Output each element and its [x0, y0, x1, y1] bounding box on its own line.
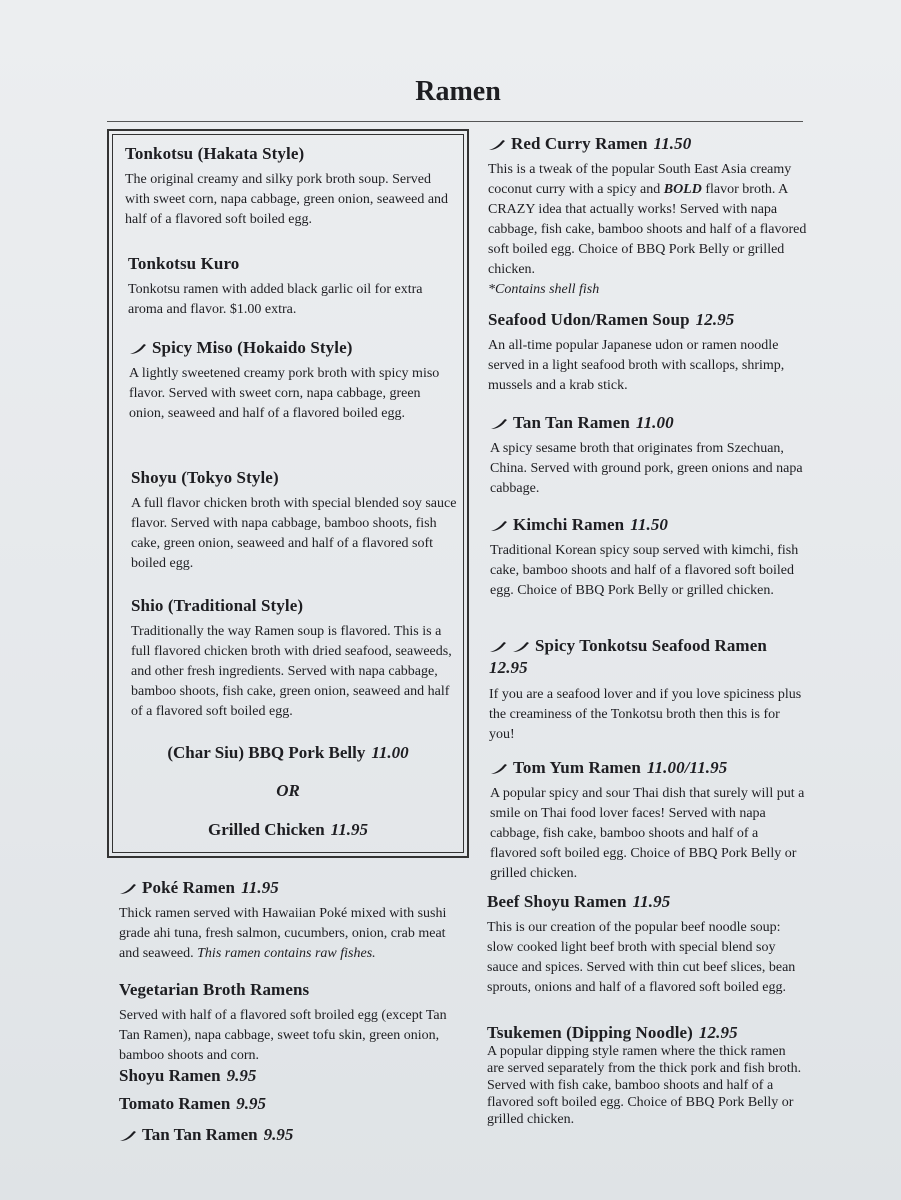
item-description: A popular spicy and sour Thai dish that surely will put a smile on Thai food lover faces! Served with napa cabbage, fish cake, bamboo shoots and half of a flavored soft boiled egg. Choice of BBQ Pork Belly or grilled chicken. — [490, 786, 805, 881]
item-name: Vegetarian Broth Ramens — [119, 980, 310, 999]
chili-pepper-icon — [490, 418, 508, 430]
item-description: A full flavor chicken broth with special blended soy sauce flavor. Served with napa cabbage, bamboo shoots, fish cake, green onion, seaweed and half of a flavored soft boiled egg. — [131, 496, 457, 571]
veg-shoyu-line — [119, 1066, 256, 1086]
menu-item-tonkotsu-kuro — [128, 254, 458, 320]
chicken-price: 11.95 — [330, 820, 368, 839]
pork-label: (Char Siu) BBQ Pork Belly — [167, 743, 366, 762]
menu-item-tsukemen — [487, 1023, 805, 1128]
item-name: Spicy Miso (Hokaido Style) — [152, 338, 353, 357]
item-name: Tsukemen (Dipping Noodle) — [487, 1023, 693, 1042]
item-description: Traditional Korean spicy soup served with kimchi, fish cake, bamboo shoots and half of a flavored soft boiled egg. Choice of BBQ Pork Belly or grilled chicken. — [490, 543, 799, 598]
item-description: Served with half of a flavored soft broiled egg (except Tan Tan Ramen), napa cabbage, sweet tofu skin, green onion, bamboo shoots and corn. — [119, 1008, 447, 1063]
item-description: Thick ramen served with Hawaiian Poké mixed with sushi grade ahi tuna, fresh salmon, cucumbers, onion, crab meat and seaweed. — [119, 906, 447, 961]
pork-price: 11.00 — [371, 743, 409, 762]
item-price: 11.00/11.95 — [646, 758, 728, 777]
chili-pepper-icon — [119, 883, 137, 895]
veg-tantan-line — [119, 1125, 293, 1145]
item-name: Spicy Tonkotsu Seafood Ramen — [535, 636, 767, 655]
chili-pepper-icon — [489, 641, 507, 653]
item-description: A lightly sweetened creamy pork broth with spicy miso flavor. Served with sweet corn, napa cabbage, green onion, seaweed and half of a flavored boiled egg. — [129, 366, 440, 421]
item-name: Tom Yum Ramen — [513, 758, 641, 777]
item-name: Red Curry Ramen — [511, 134, 648, 153]
item-name: Beef Shoyu Ramen — [487, 892, 627, 911]
item-name: Poké Ramen — [142, 878, 236, 897]
protein-chicken-line — [107, 820, 469, 840]
page-title: Ramen — [415, 76, 501, 107]
title-divider — [107, 121, 803, 122]
item-name: Tan Tan Ramen — [142, 1125, 258, 1144]
item-price: 11.95 — [632, 892, 671, 911]
item-description: An all-time popular Japanese udon or ramen noodle served in a light seafood broth with scallops, shrimp, mussels and a krab stick. — [488, 338, 785, 393]
item-name: Tonkotsu Kuro — [128, 254, 240, 273]
item-description: Tonkotsu ramen with added black garlic oil for extra aroma and flavor. $1.00 extra. — [128, 282, 423, 317]
menu-item-tom-yum — [490, 758, 808, 884]
menu-item-shio — [131, 596, 461, 722]
menu-item-poke — [119, 878, 469, 964]
item-name: Shoyu (Tokyo Style) — [131, 468, 279, 487]
item-price: 11.00 — [635, 413, 674, 432]
chili-pepper-icon — [490, 520, 508, 532]
menu-item-seafood-udon — [488, 310, 808, 396]
veg-tomato-line — [119, 1094, 266, 1114]
item-note: This ramen contains raw fishes. — [197, 946, 376, 961]
item-name: Tomato Ramen — [119, 1094, 231, 1113]
menu-item-spicy-tonkotsu-seafood — [489, 635, 807, 745]
item-description: This is our creation of the popular beef noodle soup: slow cooked light beef broth with special blend soy sauce and spices. Served with thin cut beef slices, bean sprouts, onions and half of a flavored soft boiled egg. — [487, 920, 796, 995]
protein-pork-line — [107, 743, 469, 763]
item-price: 9.95 — [226, 1066, 257, 1085]
chili-pepper-icon — [119, 1130, 137, 1142]
protein-or: OR — [276, 781, 300, 800]
item-description: The original creamy and silky pork broth soup. Served with sweet corn, napa cabbage, green onion, seaweed and half of a flavored soft boiled egg. — [125, 172, 449, 227]
menu-item-red-curry — [488, 134, 808, 300]
item-description: A spicy sesame broth that originates from Szechuan, China. Served with ground pork, green onions and napa cabbage. — [490, 441, 803, 496]
item-name: Shoyu Ramen — [119, 1066, 221, 1085]
item-name: Seafood Udon/Ramen Soup — [488, 310, 690, 329]
menu-item-beef-shoyu — [487, 892, 805, 998]
item-price: 11.95 — [241, 878, 279, 897]
chili-pepper-icon — [488, 139, 506, 151]
item-name: Tonkotsu (Hakata Style) — [125, 144, 305, 163]
item-description: If you are a seafood lover and if you love spiciness plus the creaminess of the Tonkotsu broth then this is for you! — [489, 687, 802, 742]
item-name: Tan Tan Ramen — [513, 413, 630, 432]
item-price: 9.95 — [263, 1125, 294, 1144]
item-price: 12.95 — [695, 310, 735, 329]
item-description: A popular dipping style ramen where the thick ramen are served separately from the thick pork and fish broth. Served with fish cake, bamboo shoots and half of a flavored soft boiled egg. Choice of BBQ Pork Belly or grilled chicken. — [487, 1044, 802, 1127]
item-name: Shio (Traditional Style) — [131, 596, 304, 615]
menu-item-spicy-miso — [129, 338, 459, 424]
item-description: This is a tweak of the popular South East Asia creamy coconut curry with a spicy and — [488, 162, 792, 197]
chili-pepper-icon — [129, 343, 147, 355]
item-note: *Contains shell fish — [488, 282, 600, 297]
menu-item-vegetarian — [119, 980, 469, 1066]
chicken-label: Grilled Chicken — [208, 820, 325, 839]
chili-pepper-icon — [512, 641, 530, 653]
menu-item-shoyu — [131, 468, 461, 574]
menu-item-tonkotsu — [125, 144, 455, 230]
item-price: 12.95 — [489, 658, 528, 677]
item-price: 9.95 — [236, 1094, 267, 1113]
chili-pepper-icon — [490, 763, 508, 775]
item-price: 11.50 — [653, 134, 692, 153]
item-description-cont: flavor broth. A CRAZY idea that actually works! Served with napa cabbage, fish cake, bamboo shoots and half of a flavored soft boiled egg. Choice of BBQ Pork Belly or grilled chicken. — [488, 182, 807, 277]
menu-item-tan-tan — [490, 413, 808, 499]
item-price: 12.95 — [698, 1023, 738, 1042]
bold-word: BOLD — [663, 182, 702, 197]
item-name: Kimchi Ramen — [513, 515, 625, 534]
item-price: 11.50 — [630, 515, 669, 534]
menu-item-kimchi — [490, 515, 808, 601]
item-description: Traditionally the way Ramen soup is flavored. This is a full flavored chicken broth with dried seafood, seaweeds, and other fresh ingredients. Served with napa cabbage, bamboo shoots, fish cake, green onion, seaweed and half of a flavored soft boiled egg. — [131, 624, 452, 719]
